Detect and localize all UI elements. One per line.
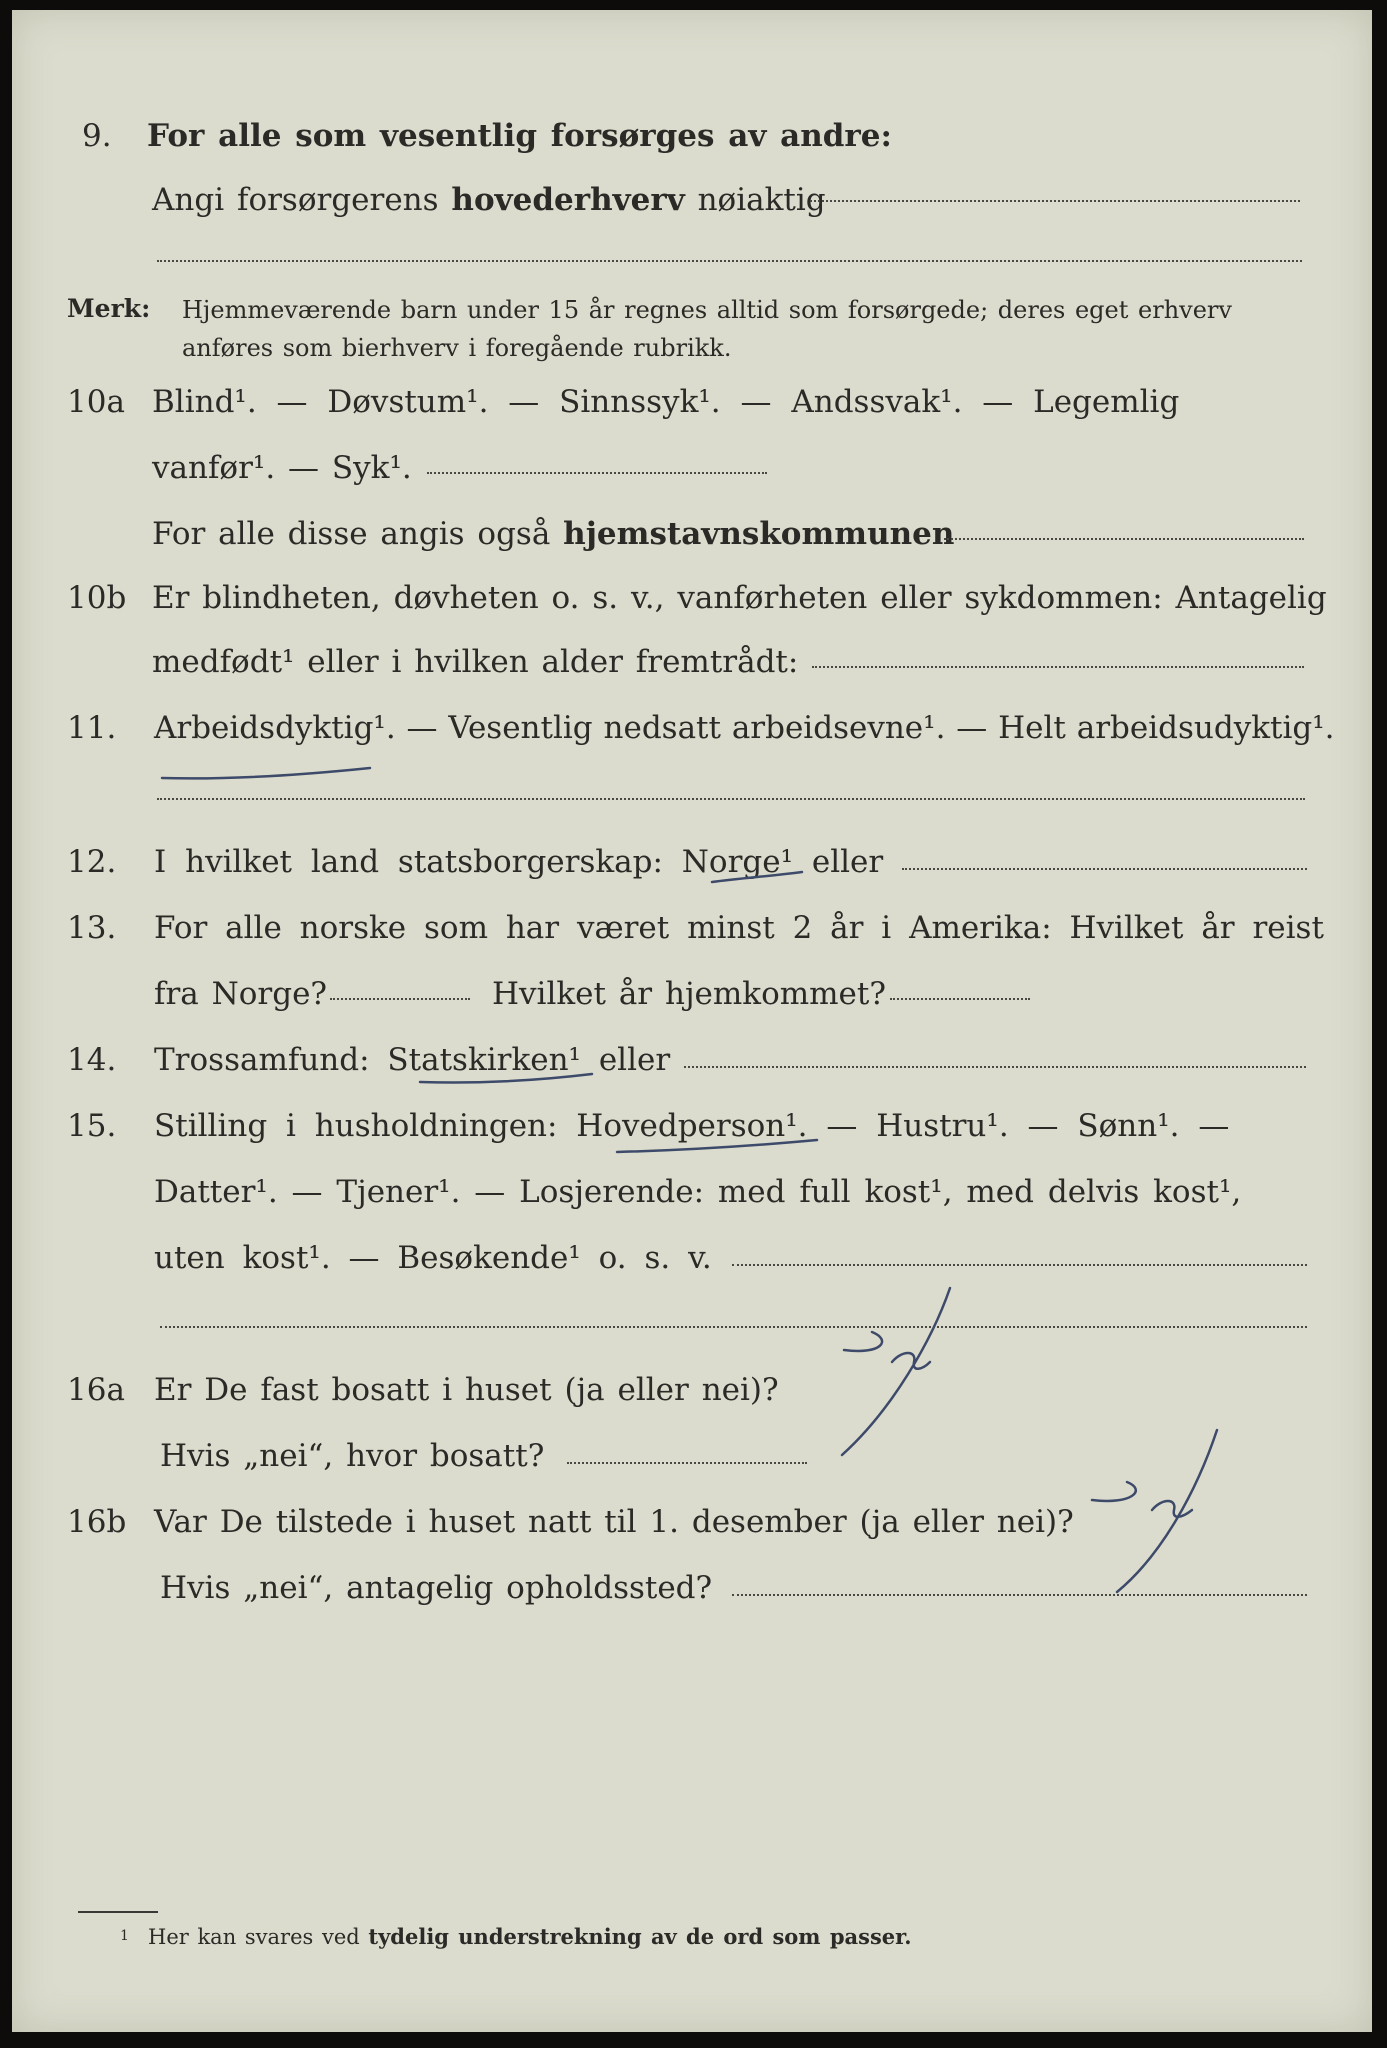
question-13-line-2 [12, 968, 1372, 1016]
question-text: vanfør¹. — Syk¹. [152, 450, 412, 486]
answer-line[interactable] [160, 1326, 1307, 1328]
question-10a-line-2 [12, 442, 1372, 490]
question-9-line-2 [12, 174, 1372, 222]
question-15-line-3 [12, 1232, 1372, 1280]
question-text: Er blindheten, døvheten o. s. v., vanførheten eller sykdommen: Antagelig [152, 580, 1327, 616]
answer-line[interactable] [890, 998, 1030, 1000]
answer-line[interactable] [902, 868, 1307, 870]
question-16b [12, 1496, 1372, 1544]
question-text: Hvilket år hjemkommet? [492, 976, 886, 1012]
question-text: For alle disse angis også hjemstavnskommunen [152, 516, 955, 552]
answer-line[interactable] [157, 798, 1305, 800]
question-number: 10a [67, 384, 125, 420]
question-text: Hvis „nei“, antagelig opholdssted? [160, 1570, 713, 1606]
question-10a-line-3 [12, 508, 1372, 556]
question-text: Trossamfund: Statskirken¹ eller [154, 1042, 671, 1078]
answer-line[interactable] [944, 538, 1304, 540]
note-text: Hjemmeværende barn under 15 år regnes alltid som forsørgede; deres eget erhverv [182, 296, 1232, 324]
question-text: I hvilket land statsborgerskap: Norge¹ eller [154, 844, 884, 880]
question-16a-line-2 [12, 1430, 1372, 1478]
question-number: 13. [67, 910, 117, 946]
underline-mark [162, 768, 370, 778]
answer-line[interactable] [427, 472, 767, 474]
question-10b-line-2 [12, 636, 1372, 684]
question-text: medfødt¹ eller i hvilken alder fremtrådt: [152, 644, 799, 680]
question-15-line-2 [12, 1166, 1372, 1214]
question-text: uten kost¹. — Besøkende¹ o. s. v. [154, 1240, 712, 1276]
question-number: 15. [67, 1108, 117, 1144]
answer-line[interactable] [810, 200, 1300, 202]
question-9 [12, 110, 1372, 158]
question-number: 16a [67, 1372, 125, 1408]
answer-line[interactable] [567, 1462, 807, 1464]
question-11 [12, 702, 1372, 750]
question-text: Var De tilstede i huset natt til 1. desember (ja eller nei)? [154, 1504, 1074, 1540]
question-number: 12. [67, 844, 117, 880]
question-text: Arbeidsdyktig¹. — Vesentlig nedsatt arbeidsevne¹. — Helt arbeidsudyktig¹. [154, 710, 1335, 746]
answer-line[interactable] [684, 1066, 1306, 1068]
answer-line[interactable] [330, 998, 470, 1000]
question-12 [12, 836, 1372, 884]
footnote-mark: 1 [120, 1928, 129, 1944]
note-text: anføres som bierhverv i foregående rubrikk. [182, 334, 732, 362]
question-13 [12, 902, 1372, 950]
question-number: 16b [67, 1504, 127, 1540]
question-number: 14. [67, 1042, 117, 1078]
question-text: For alle som vesentlig forsørges av andre: [147, 118, 892, 154]
question-text: Datter¹. — Tjener¹. — Losjerende: med full kost¹, med delvis kost¹, [154, 1174, 1242, 1210]
question-14 [12, 1034, 1372, 1082]
note-merk-line-2 [12, 324, 1372, 372]
answer-line[interactable] [732, 1264, 1307, 1266]
question-number: 9. [82, 118, 112, 154]
answer-line[interactable] [732, 1594, 1307, 1596]
note-label: Merk: [67, 294, 151, 323]
answer-line[interactable] [812, 666, 1304, 668]
question-16a [12, 1364, 1372, 1412]
footnote-text: Her kan svares ved tydelig understrekning av de ord som passer. [148, 1924, 912, 1949]
question-16b-line-2 [12, 1562, 1372, 1610]
question-10b [12, 572, 1372, 620]
question-text: fra Norge? [154, 976, 328, 1012]
question-text: Angi forsørgerens hovederhverv nøiaktig [152, 182, 826, 218]
footnote-rule [78, 1911, 158, 1913]
question-15 [12, 1100, 1372, 1148]
question-text: Blind¹. — Døvstum¹. — Sinnssyk¹. — Andssvak¹. — Legemlig [152, 384, 1180, 420]
question-number: 11. [67, 710, 117, 746]
question-number: 10b [67, 580, 127, 616]
question-10a [12, 376, 1372, 424]
question-text: Hvis „nei“, hvor bosatt? [160, 1438, 545, 1474]
question-text: Er De fast bosatt i huset (ja eller nei)? [154, 1372, 779, 1408]
answer-line[interactable] [157, 260, 1302, 262]
question-text: Stilling i husholdningen: Hovedperson¹. — Hustru¹. — Sønn¹. — [154, 1108, 1230, 1144]
question-text: For alle norske som har været minst 2 år i Amerika: Hvilket år reist [154, 910, 1324, 946]
census-form-page [12, 10, 1372, 2032]
